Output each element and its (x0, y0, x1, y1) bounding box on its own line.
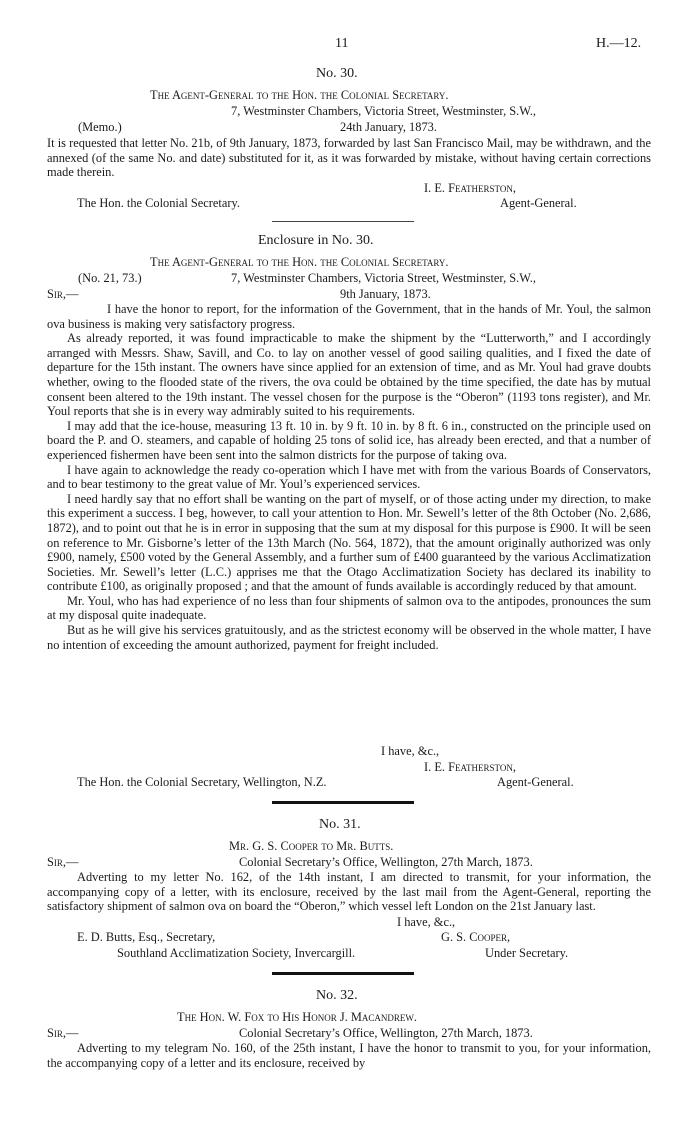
letter-number-30: No. 30. (316, 66, 358, 81)
signatory-title-31: Under Secretary. (485, 946, 569, 960)
document-reference: H.—12. (596, 36, 642, 51)
letter-address-date-32: Colonial Secretary’s Office, Wellington, 27th March, 1873. (239, 1026, 533, 1040)
enclosure-salutation: Sir,— (47, 287, 79, 301)
paragraph: I need hardly say that no effort shall be wanting on the part of myself, or of those acting under my direction, to make this experiment a success. I beg, however, to call your attention to Hon. Mr. Sewell’s letter of the 8th October (No. 2,686, 1872), and to point out that he is in error in supposing that the sum at my disposal for this purpose is £900. It will be seen on reference to Mr. Gisborne’s letter of the 13th March (No. 564, 1872), that the amount originally authorized was only £900, namely, £500 voted by the General Assembly, and a further sum of £400 guaranteed by the various Acclimatization Societies. Mr. Sewell’s letter (L.C.) apprises me that the Otago Acclimatization Society has declared its inability to contribute £100, as originally proposed ; and that the amount of funds available is accordingly reduced by that amount. (47, 491, 651, 594)
letter-salutation-31: Sir,— (47, 855, 79, 869)
paragraph: As already reported, it was found impracticable to make the shipment by the “Lutterworth,” and I accordingly arranged with Messrs. Shaw, Savill, and Co. to lay on another vessel of good sailing qualities, and I fixed the date of departure for the 15th instant. The owners have since applied for an extension of time, and as Mr. Youl had grave doubts whether, owing to the flooded state of the rivers, the ova could be obtained by the time specified, the date has by mutual consent been altered to the 19th instant. The vessel chosen for the purpose is the “Oberon” (1193 tons register), and Mr. Youl reports that she is in every way admirably suited to his requirements. (47, 331, 651, 419)
letter-closing-31: I have, &c., (397, 915, 456, 929)
signatory-title-30: Agent-General. (500, 196, 577, 210)
enclosure-body (47, 302, 651, 652)
letter-number-32: No. 32. (316, 988, 358, 1003)
signatory-31: G. S. Cooper, (441, 930, 511, 944)
letter-body-30 (47, 136, 651, 180)
paragraph: I have again to acknowledge the ready co-operation which I have met with from the various Boards of Conservators, and to bear testimony to the great value of Mr. Youl’s experienced services. (47, 462, 651, 492)
paragraph: It is requested that letter No. 21b, of 9th January, 1873, forwarded by last San Francisco Mail, may be withdrawn, and the annexed (of the same No. and date) substituted for it, as it was forwarded by mistake, without having certain corrections made therein. (47, 136, 651, 180)
addressee-30: The Hon. the Colonial Secretary. (77, 196, 240, 210)
enclosure-address: 7, Westminster Chambers, Victoria Street, Westminster, S.W., (231, 271, 537, 285)
letter-title-31: Mr. G. S. Cooper to Mr. Butts. (229, 839, 394, 853)
enclosure-reference: (No. 21, 73.) (78, 271, 142, 285)
enclosure-addressee: The Hon. the Colonial Secretary, Wellington, N.Z. (77, 775, 327, 789)
paragraph: Adverting to my telegram No. 160, of the 25th instant, I have the honor to transmit to you, for your information, the accompanying copy of a letter and its enclosure, received by (47, 1041, 651, 1070)
enclosure-signatory-title: Agent-General. (497, 775, 574, 789)
section-divider (272, 221, 414, 222)
section-divider-thick (272, 801, 414, 804)
letter-body-32 (47, 1041, 651, 1070)
paragraph: But as he will give his services gratuitously, and as the strictest economy will be observed in the whole matter, I have no intention of exceeding the amount authorized, payment for freight included. (47, 623, 651, 652)
letter-salutation-32: Sir,— (47, 1026, 79, 1040)
signatory-30: I. E. Featherston, (424, 181, 516, 195)
addressee-line2-31: Southland Acclimatization Society, Invercargill. (117, 946, 356, 960)
letter-title-32: The Hon. W. Fox to His Honor J. Macandrew. (177, 1010, 417, 1024)
enclosure-signatory: I. E. Featherston, (424, 760, 516, 774)
letter-title-30: The Agent-General to the Hon. the Colonial Secretary. (150, 88, 449, 102)
page-number: 11 (335, 36, 349, 51)
paragraph: Mr. Youl, who has had experience of no less than four shipments of salmon ova to the antipodes, pronounces the sum at my disposal quite inadequate. (47, 593, 651, 623)
enclosure-date: 9th January, 1873. (340, 287, 431, 301)
enclosure-title: The Agent-General to the Hon. the Colonial Secretary. (150, 255, 449, 269)
paragraph: Adverting to my letter No. 162, of the 14th instant, I am directed to transmit, for your information, the accompanying copy of a letter, with its enclosure, received by the last mail from the Agent-General, reporting the satisfactory shipment of salmon ova on board the “Oberon,” which vessel left London on the 21st January last. (47, 870, 651, 914)
memo-label: (Memo.) (78, 120, 122, 134)
section-divider-thick (272, 972, 414, 975)
letter-address-date-31: Colonial Secretary’s Office, Wellington, 27th March, 1873. (239, 855, 533, 869)
addressee-31: E. D. Butts, Esq., Secretary, (77, 930, 216, 944)
letter-number-31: No. 31. (319, 817, 361, 832)
enclosure-closing: I have, &c., (381, 744, 440, 758)
letter-date-30: 24th January, 1873. (340, 120, 437, 134)
paragraph: I may add that the ice-house, measuring 13 ft. 10 in. by 9 ft. 10 in. by 8 ft. 6 in., constructed on the principle used on board the P. and O. steamers, and capable of holding 25 tons of solid ice, has already been erected, and that a number of experienced fishermen have been sent into the salmon districts for the purpose of taking ova. (47, 418, 651, 462)
paragraph: I have the honor to report, for the information of the Government, that in the hands of Mr. Youl, the salmon ova business is making very satisfactory progress. (47, 302, 651, 331)
letter-address-30: 7, Westminster Chambers, Victoria Street, Westminster, S.W., (231, 104, 537, 118)
letter-body-31 (47, 870, 651, 914)
enclosure-heading: Enclosure in No. 30. (258, 233, 374, 248)
